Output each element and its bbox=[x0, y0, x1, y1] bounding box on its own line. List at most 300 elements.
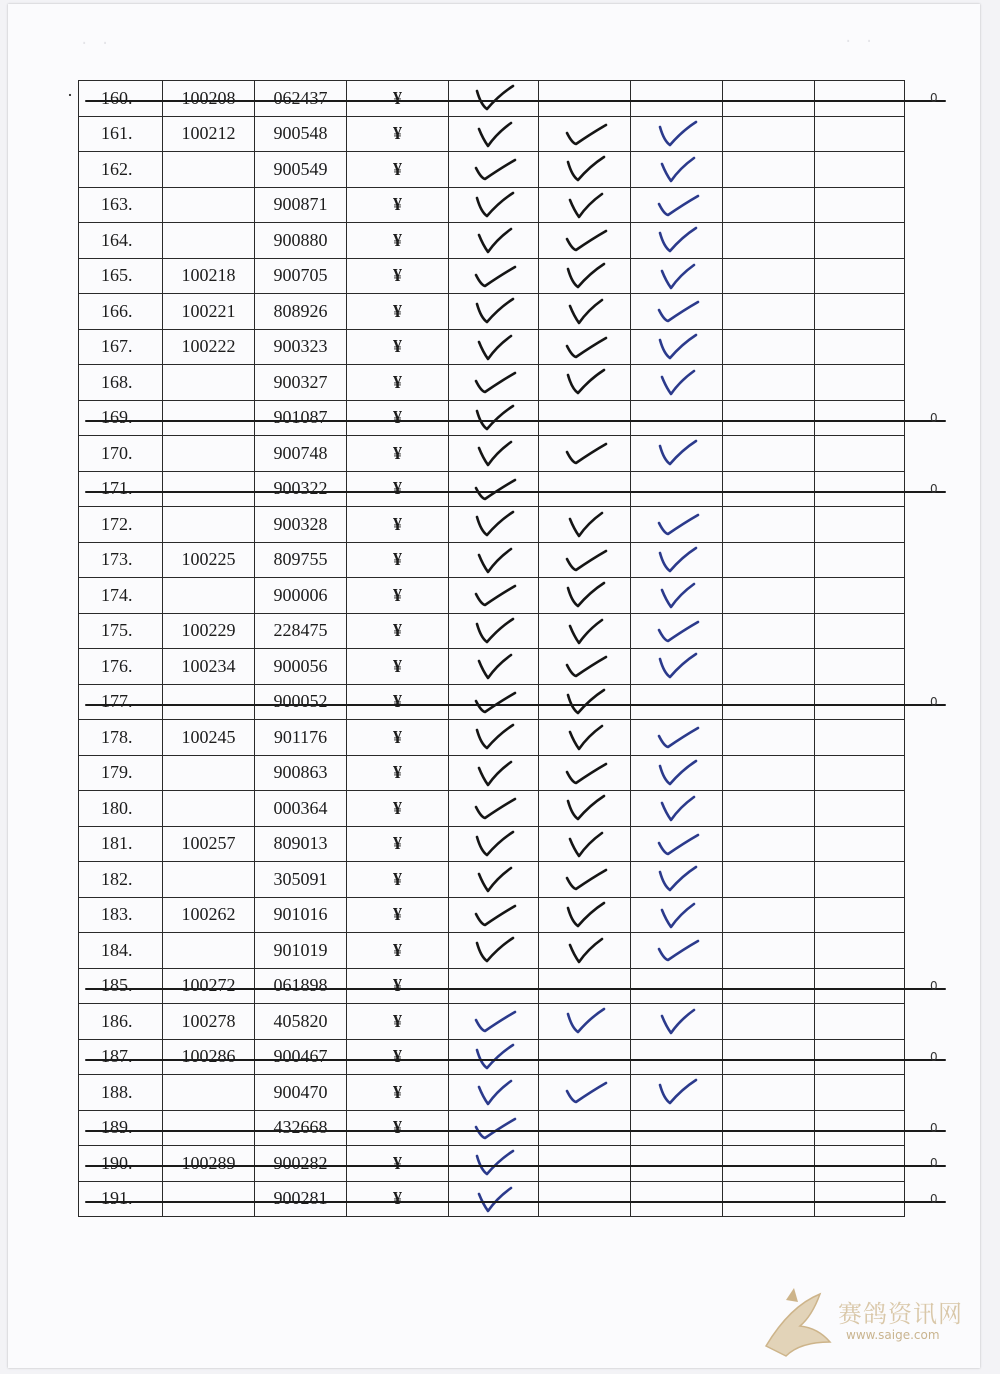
watermark-url: www.saige.com bbox=[846, 1328, 940, 1342]
empty-cell bbox=[815, 791, 905, 827]
check-cell bbox=[539, 862, 631, 898]
entry-code bbox=[163, 684, 255, 720]
check-mark-icon bbox=[562, 154, 608, 184]
scan-mark: · · bbox=[80, 36, 112, 52]
check-cell bbox=[631, 471, 723, 507]
check-mark-icon bbox=[562, 935, 608, 965]
currency-mark: ¥ bbox=[347, 649, 449, 685]
empty-cell bbox=[723, 862, 815, 898]
check-cell bbox=[449, 542, 539, 578]
check-mark-icon bbox=[471, 580, 517, 610]
row-index: 187. bbox=[79, 1039, 163, 1075]
row-index: 170. bbox=[79, 436, 163, 472]
check-mark-icon bbox=[471, 261, 517, 291]
empty-cell bbox=[815, 1004, 905, 1040]
currency-mark: ¥ bbox=[347, 258, 449, 294]
check-cell bbox=[631, 684, 723, 720]
check-cell bbox=[539, 81, 631, 117]
entry-code: 100278 bbox=[163, 1004, 255, 1040]
empty-cell bbox=[723, 613, 815, 649]
check-cell bbox=[449, 1004, 539, 1040]
check-cell bbox=[449, 968, 539, 1004]
margin-zero-note: 0 bbox=[930, 978, 938, 993]
check-mark-icon bbox=[562, 509, 608, 539]
row-index: 166. bbox=[79, 294, 163, 330]
empty-cell bbox=[723, 578, 815, 614]
check-cell bbox=[631, 223, 723, 259]
check-cell bbox=[449, 365, 539, 401]
check-mark-icon bbox=[654, 793, 700, 823]
table-row bbox=[79, 613, 905, 649]
ring-number: 900056 bbox=[255, 649, 347, 685]
empty-cell bbox=[815, 471, 905, 507]
check-mark-icon bbox=[471, 900, 517, 930]
table-row bbox=[79, 897, 905, 933]
check-mark-icon bbox=[471, 829, 517, 859]
empty-cell bbox=[723, 329, 815, 365]
entry-code bbox=[163, 187, 255, 223]
currency-mark: ¥ bbox=[347, 933, 449, 969]
entry-code bbox=[163, 755, 255, 791]
check-cell bbox=[539, 755, 631, 791]
entry-code bbox=[163, 400, 255, 436]
check-cell bbox=[631, 116, 723, 152]
check-mark-icon bbox=[471, 1077, 517, 1107]
ring-number: 900748 bbox=[255, 436, 347, 472]
check-cell bbox=[539, 791, 631, 827]
check-cell bbox=[449, 507, 539, 543]
margin-zero-note: 0 bbox=[930, 410, 938, 425]
empty-cell bbox=[723, 826, 815, 862]
row-index: 169. bbox=[79, 400, 163, 436]
check-cell bbox=[449, 791, 539, 827]
table-row bbox=[79, 152, 905, 188]
empty-cell bbox=[723, 542, 815, 578]
entry-code bbox=[163, 933, 255, 969]
empty-cell bbox=[815, 258, 905, 294]
check-cell bbox=[449, 862, 539, 898]
empty-cell bbox=[723, 1004, 815, 1040]
check-cell bbox=[539, 258, 631, 294]
check-cell bbox=[631, 1004, 723, 1040]
empty-cell bbox=[815, 542, 905, 578]
check-mark-icon bbox=[471, 793, 517, 823]
empty-cell bbox=[723, 968, 815, 1004]
row-index: 175. bbox=[79, 613, 163, 649]
check-mark-icon bbox=[471, 1184, 517, 1214]
empty-cell bbox=[723, 791, 815, 827]
entry-code bbox=[163, 862, 255, 898]
row-index: 171. bbox=[79, 471, 163, 507]
currency-mark: ¥ bbox=[347, 684, 449, 720]
entry-code: 100262 bbox=[163, 897, 255, 933]
empty-cell bbox=[815, 436, 905, 472]
empty-cell bbox=[723, 152, 815, 188]
empty-cell bbox=[815, 507, 905, 543]
check-cell bbox=[449, 684, 539, 720]
ring-number: 901176 bbox=[255, 720, 347, 756]
check-cell bbox=[449, 720, 539, 756]
check-mark-icon bbox=[654, 119, 700, 149]
currency-mark: ¥ bbox=[347, 471, 449, 507]
empty-cell bbox=[723, 187, 815, 223]
ring-number: 900323 bbox=[255, 329, 347, 365]
check-cell bbox=[631, 791, 723, 827]
check-mark-icon bbox=[562, 367, 608, 397]
empty-cell bbox=[815, 649, 905, 685]
table-row bbox=[79, 649, 905, 685]
empty-cell bbox=[723, 258, 815, 294]
check-mark-icon bbox=[471, 509, 517, 539]
currency-mark: ¥ bbox=[347, 294, 449, 330]
ledger-table bbox=[67, 80, 905, 1217]
check-mark-icon bbox=[654, 935, 700, 965]
scan-mark: · · bbox=[844, 34, 876, 50]
check-mark-icon bbox=[654, 829, 700, 859]
check-cell bbox=[539, 400, 631, 436]
check-mark-icon bbox=[654, 864, 700, 894]
currency-mark: ¥ bbox=[347, 1181, 449, 1217]
entry-code: 100272 bbox=[163, 968, 255, 1004]
empty-cell bbox=[723, 116, 815, 152]
check-cell bbox=[539, 933, 631, 969]
entry-code: 100222 bbox=[163, 329, 255, 365]
table-row bbox=[79, 471, 905, 507]
empty-cell bbox=[815, 578, 905, 614]
check-cell bbox=[631, 187, 723, 223]
empty-cell bbox=[815, 294, 905, 330]
check-cell bbox=[631, 81, 723, 117]
check-cell bbox=[631, 720, 723, 756]
check-mark-icon bbox=[654, 332, 700, 362]
check-mark-icon bbox=[562, 1077, 608, 1107]
ring-number: 900328 bbox=[255, 507, 347, 543]
check-mark-icon bbox=[654, 580, 700, 610]
row-index: 191. bbox=[79, 1181, 163, 1217]
row-index: 185. bbox=[79, 968, 163, 1004]
empty-cell bbox=[723, 720, 815, 756]
entry-code: 100286 bbox=[163, 1039, 255, 1075]
check-mark-icon bbox=[471, 687, 517, 717]
table-row bbox=[79, 1004, 905, 1040]
check-mark-icon bbox=[471, 403, 517, 433]
check-cell bbox=[449, 897, 539, 933]
check-mark-icon bbox=[654, 296, 700, 326]
check-cell bbox=[539, 1181, 631, 1217]
check-mark-icon bbox=[471, 1042, 517, 1072]
ring-number: 900052 bbox=[255, 684, 347, 720]
row-index: 164. bbox=[79, 223, 163, 259]
row-index: 177. bbox=[79, 684, 163, 720]
table-row bbox=[79, 223, 905, 259]
currency-mark: ¥ bbox=[347, 507, 449, 543]
table-row bbox=[79, 578, 905, 614]
check-cell bbox=[539, 826, 631, 862]
row-index: 160. · bbox=[79, 81, 163, 117]
check-cell bbox=[539, 897, 631, 933]
empty-cell bbox=[815, 613, 905, 649]
empty-cell bbox=[815, 933, 905, 969]
entry-code bbox=[163, 1075, 255, 1111]
check-mark-icon bbox=[562, 829, 608, 859]
row-index: 167. bbox=[79, 329, 163, 365]
check-mark-icon bbox=[562, 793, 608, 823]
check-cell bbox=[539, 223, 631, 259]
check-mark-icon bbox=[654, 367, 700, 397]
check-cell bbox=[449, 1110, 539, 1146]
check-cell bbox=[631, 507, 723, 543]
check-cell bbox=[539, 684, 631, 720]
check-cell bbox=[449, 223, 539, 259]
check-cell bbox=[539, 542, 631, 578]
check-mark-icon bbox=[562, 651, 608, 681]
check-cell bbox=[449, 613, 539, 649]
check-cell bbox=[631, 542, 723, 578]
currency-mark: ¥ bbox=[347, 613, 449, 649]
currency-mark: ¥ bbox=[347, 755, 449, 791]
currency-mark: ¥ bbox=[347, 81, 449, 117]
margin-zero-note: 0 bbox=[930, 1191, 938, 1206]
watermark-text: 赛鸽资讯网 bbox=[838, 1300, 963, 1328]
check-cell bbox=[449, 649, 539, 685]
check-cell bbox=[631, 826, 723, 862]
row-index: 178. bbox=[79, 720, 163, 756]
check-mark-icon bbox=[654, 616, 700, 646]
currency-mark: ¥ bbox=[347, 542, 449, 578]
margin-zero-note: 0 bbox=[930, 1156, 938, 1171]
check-cell bbox=[539, 471, 631, 507]
check-cell bbox=[631, 1075, 723, 1111]
entry-code: 100245 bbox=[163, 720, 255, 756]
table-row bbox=[79, 436, 905, 472]
currency-mark: ¥ bbox=[347, 223, 449, 259]
entry-code: 100225 bbox=[163, 542, 255, 578]
check-mark-icon bbox=[471, 332, 517, 362]
row-index: 179. bbox=[79, 755, 163, 791]
check-mark-icon bbox=[654, 1006, 700, 1036]
check-mark-icon bbox=[471, 119, 517, 149]
entry-code: 100257 bbox=[163, 826, 255, 862]
check-cell bbox=[631, 1110, 723, 1146]
check-cell bbox=[449, 1146, 539, 1182]
table-row bbox=[79, 365, 905, 401]
check-cell bbox=[539, 1004, 631, 1040]
empty-cell bbox=[723, 1110, 815, 1146]
pigeon-logo-icon bbox=[760, 1286, 836, 1360]
watermark bbox=[760, 1286, 970, 1360]
currency-mark: ¥ bbox=[347, 1039, 449, 1075]
empty-cell bbox=[723, 684, 815, 720]
empty-cell bbox=[815, 897, 905, 933]
check-cell bbox=[631, 862, 723, 898]
check-cell bbox=[631, 365, 723, 401]
empty-cell bbox=[723, 933, 815, 969]
check-cell bbox=[539, 720, 631, 756]
ring-number: 900006 bbox=[255, 578, 347, 614]
check-cell bbox=[631, 613, 723, 649]
check-mark-icon bbox=[654, 509, 700, 539]
currency-mark: ¥ bbox=[347, 400, 449, 436]
check-mark-icon bbox=[471, 651, 517, 681]
check-cell bbox=[631, 329, 723, 365]
check-mark-icon bbox=[471, 1148, 517, 1178]
check-cell bbox=[449, 187, 539, 223]
entry-code: 100234 bbox=[163, 649, 255, 685]
empty-cell bbox=[723, 223, 815, 259]
empty-cell bbox=[723, 649, 815, 685]
margin-zero-note: 0 bbox=[930, 91, 938, 106]
check-cell bbox=[539, 649, 631, 685]
entry-code: 100229 bbox=[163, 613, 255, 649]
check-cell bbox=[631, 649, 723, 685]
empty-cell bbox=[815, 968, 905, 1004]
entry-code bbox=[163, 152, 255, 188]
ring-number: 900871 bbox=[255, 187, 347, 223]
check-cell bbox=[539, 116, 631, 152]
entry-code bbox=[163, 1181, 255, 1217]
check-mark-icon bbox=[471, 935, 517, 965]
check-mark-icon bbox=[471, 1006, 517, 1036]
check-mark-icon bbox=[471, 545, 517, 575]
check-cell bbox=[539, 1075, 631, 1111]
currency-mark: ¥ bbox=[347, 791, 449, 827]
entry-code: 100212 bbox=[163, 116, 255, 152]
table-row bbox=[79, 542, 905, 578]
entry-code bbox=[163, 578, 255, 614]
empty-cell bbox=[723, 81, 815, 117]
check-cell bbox=[631, 968, 723, 1004]
ring-number: 900467 bbox=[255, 1039, 347, 1075]
row-index: 162. bbox=[79, 152, 163, 188]
row-index: 173. bbox=[79, 542, 163, 578]
check-cell bbox=[449, 471, 539, 507]
entry-code bbox=[163, 507, 255, 543]
check-mark-icon bbox=[471, 225, 517, 255]
currency-mark: ¥ bbox=[347, 1004, 449, 1040]
empty-cell bbox=[815, 1181, 905, 1217]
check-cell bbox=[631, 578, 723, 614]
check-cell bbox=[631, 1039, 723, 1075]
check-mark-icon bbox=[471, 616, 517, 646]
row-index: 184. bbox=[79, 933, 163, 969]
ring-number: 900705 bbox=[255, 258, 347, 294]
currency-mark: ¥ bbox=[347, 826, 449, 862]
check-mark-icon bbox=[654, 758, 700, 788]
ring-number: 900281 bbox=[255, 1181, 347, 1217]
currency-mark: ¥ bbox=[347, 365, 449, 401]
ring-number: 900470 bbox=[255, 1075, 347, 1111]
check-cell bbox=[449, 400, 539, 436]
row-index: 174. bbox=[79, 578, 163, 614]
row-index: 186. bbox=[79, 1004, 163, 1040]
check-cell bbox=[631, 933, 723, 969]
check-cell bbox=[449, 1181, 539, 1217]
empty-cell bbox=[815, 862, 905, 898]
margin-zero-note: 0 bbox=[930, 1049, 938, 1064]
currency-mark: ¥ bbox=[347, 1075, 449, 1111]
check-cell bbox=[539, 1146, 631, 1182]
table-row bbox=[79, 1075, 905, 1111]
empty-cell bbox=[815, 1146, 905, 1182]
check-mark-icon bbox=[562, 119, 608, 149]
check-cell bbox=[631, 1146, 723, 1182]
check-mark-icon bbox=[562, 190, 608, 220]
check-mark-icon bbox=[562, 864, 608, 894]
check-mark-icon bbox=[654, 261, 700, 291]
empty-cell bbox=[723, 507, 815, 543]
row-index: 188. bbox=[79, 1075, 163, 1111]
entry-code: 100218 bbox=[163, 258, 255, 294]
check-mark-icon bbox=[471, 83, 517, 113]
row-index: 182. bbox=[79, 862, 163, 898]
empty-cell bbox=[723, 897, 815, 933]
ring-number: 901016 bbox=[255, 897, 347, 933]
table-row bbox=[79, 507, 905, 543]
row-index: 180. bbox=[79, 791, 163, 827]
check-mark-icon bbox=[562, 261, 608, 291]
check-cell bbox=[449, 578, 539, 614]
check-mark-icon bbox=[654, 722, 700, 752]
check-mark-icon bbox=[654, 438, 700, 468]
pen-dot: · bbox=[67, 85, 73, 105]
row-index: 172. bbox=[79, 507, 163, 543]
table-row bbox=[79, 826, 905, 862]
check-mark-icon bbox=[471, 758, 517, 788]
table-row bbox=[79, 791, 905, 827]
check-cell bbox=[631, 897, 723, 933]
empty-cell bbox=[723, 365, 815, 401]
entry-code bbox=[163, 365, 255, 401]
empty-cell bbox=[815, 116, 905, 152]
check-cell bbox=[449, 116, 539, 152]
check-cell bbox=[449, 436, 539, 472]
table-row bbox=[79, 116, 905, 152]
ring-number: 901087 bbox=[255, 400, 347, 436]
currency-mark: ¥ bbox=[347, 329, 449, 365]
currency-mark: ¥ bbox=[347, 187, 449, 223]
table-row bbox=[79, 862, 905, 898]
table-row bbox=[79, 81, 905, 117]
row-index: 168. bbox=[79, 365, 163, 401]
table-row bbox=[79, 258, 905, 294]
check-cell bbox=[631, 755, 723, 791]
entry-code bbox=[163, 223, 255, 259]
currency-mark: ¥ bbox=[347, 968, 449, 1004]
check-cell bbox=[449, 329, 539, 365]
check-cell bbox=[539, 436, 631, 472]
entry-code bbox=[163, 436, 255, 472]
empty-cell bbox=[815, 329, 905, 365]
check-cell bbox=[449, 1075, 539, 1111]
row-index: 183. bbox=[79, 897, 163, 933]
table-row bbox=[79, 968, 905, 1004]
table-row bbox=[79, 294, 905, 330]
ring-number: 061898 bbox=[255, 968, 347, 1004]
check-cell bbox=[449, 258, 539, 294]
empty-cell bbox=[815, 81, 905, 117]
check-mark-icon bbox=[562, 580, 608, 610]
table-row bbox=[79, 187, 905, 223]
empty-cell bbox=[815, 187, 905, 223]
check-cell bbox=[539, 329, 631, 365]
check-mark-icon bbox=[562, 758, 608, 788]
empty-cell bbox=[815, 684, 905, 720]
check-cell bbox=[449, 933, 539, 969]
empty-cell bbox=[815, 1110, 905, 1146]
table-row bbox=[79, 1110, 905, 1146]
ring-number: 900549 bbox=[255, 152, 347, 188]
check-cell bbox=[631, 258, 723, 294]
